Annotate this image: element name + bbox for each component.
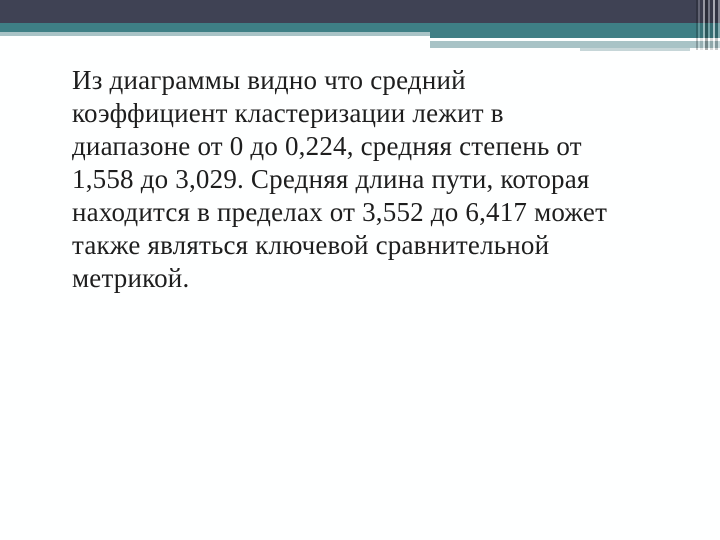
header-bar-pale-left	[0, 32, 430, 36]
body-line: находится в пределах от 3,552 до 6,417 может	[72, 197, 608, 227]
header-block-teal-right	[430, 23, 720, 38]
body-line: Из диаграммы видно что средний	[72, 65, 466, 95]
body-line: метрикой.	[72, 263, 190, 293]
body-line: 1,558 до 3,029. Средняя длина пути, которая	[72, 164, 590, 194]
header-block-pale-right	[430, 41, 720, 48]
body-paragraph	[72, 64, 687, 295]
header-corner-stripes	[694, 0, 720, 50]
header-bar-dark	[0, 0, 720, 23]
body-line: коэффициент кластеризации лежит в	[72, 98, 504, 128]
header-block-pale-step	[580, 48, 690, 51]
body-line: также являться ключевой сравнительной	[72, 230, 550, 260]
body-line: диапазоне от 0 до 0,224, средняя степень от	[72, 131, 582, 161]
